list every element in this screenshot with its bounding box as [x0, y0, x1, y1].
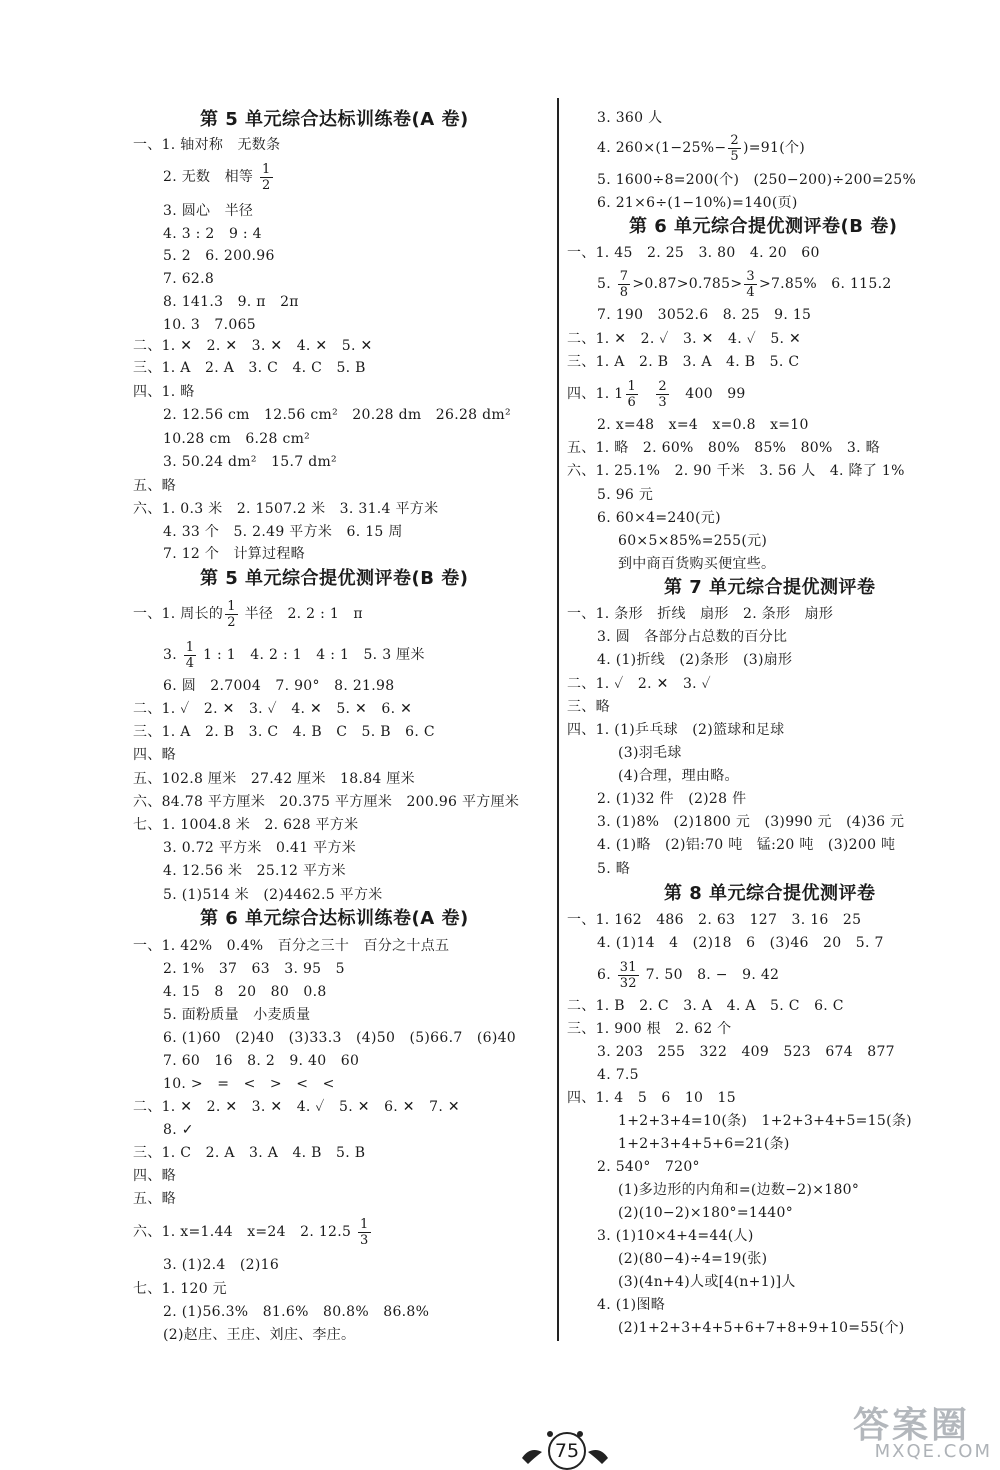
answer-line: 五、1. 略 2. 60% 80% 85% 80% 3. 略: [567, 440, 880, 456]
answer-line: 四、1. 1 $\frac{1}{6}$ $\frac{2}{3}$ 400 99: [567, 378, 746, 410]
answer-line: 2. 12.56 cm 12.56 cm² 20.28 dm 26.28 dm²: [163, 407, 511, 423]
watermark-logo-text: 答案圈: [852, 1405, 970, 1446]
answer-line: 7. 190 3052.6 8. 25 9. 15: [597, 307, 812, 323]
answer-line: 四、1. 略: [133, 384, 195, 400]
answer-line: 10. 3 7.065: [163, 317, 257, 333]
answer-line: 4. 3 : 2 9 : 4: [163, 226, 262, 242]
fraction: $\frac{1}{3}$: [360, 1216, 369, 1248]
answer-line: 二、1. B 2. C 3. A 4. A 5. C 6. C: [567, 998, 844, 1014]
watermark: [810, 1397, 1000, 1467]
fraction: $\frac{31}{32}$: [619, 959, 637, 991]
left-column: [133, 0, 563, 1467]
section-title: 第 7 单元综合提优测评卷: [664, 577, 876, 598]
answer-line: (3)羽毛球: [618, 745, 682, 761]
answer-line: 二、1. ✕ 2. ✕ 3. ✕ 4. ✓ 5. ✕ 6. ✕ 7. ✕: [133, 1099, 460, 1115]
answer-line: 4. (1)图略: [597, 1297, 666, 1313]
answer-line: 6. 21×6÷(1−10%)=140(页): [597, 195, 798, 211]
answer-line: 3. 圆心 半径: [163, 203, 254, 219]
answer-line: 3. 360 人: [597, 110, 663, 126]
section-title: 第 6 单元综合提优测评卷(B 卷): [629, 216, 898, 237]
answer-line: 4. (1)略 (2)铝:70 吨 锰:20 吨 (3)200 吨: [597, 837, 896, 853]
answer-line: 60×5×85%=255(元): [618, 533, 768, 549]
answer-line: 4. 33 个 5. 2.49 平方米 6. 15 周: [163, 524, 403, 540]
section-title: 第 5 单元综合提优测评卷(B 卷): [200, 568, 469, 589]
answer-line: 3. 203 255 322 409 523 674 877: [597, 1044, 895, 1060]
column-divider: [557, 98, 559, 1341]
fraction: $\frac{1}{6}$: [627, 378, 637, 410]
answer-line: 二、1. ✓ 2. ✕ 3. ✓ 4. ✕ 5. ✕ 6. ✕: [133, 701, 413, 717]
answer-line: 2. (1)32 件 (2)28 件: [597, 791, 747, 807]
answer-line: (2)赵庄、王庄、刘庄、李庄。: [163, 1327, 356, 1343]
answer-line: 一、1. 45 2. 25 3. 80 4. 20 60: [567, 245, 820, 261]
answer-line: 6. (1)60 (2)40 (3)33.3 (4)50 (5)66.7 (6)40: [163, 1030, 516, 1046]
fraction: $\frac{2}{5}$: [730, 132, 739, 164]
answer-line: 三、1. 900 根 2. 62 个: [567, 1021, 732, 1037]
answer-line: 2. 无数 相等 $\frac{1}{2}$: [163, 161, 271, 193]
section-title: 第 5 单元综合达标训练卷(A 卷): [200, 109, 469, 130]
answer-line: 四、1. (1)乒乓球 (2)篮球和足球: [567, 722, 785, 738]
answer-line: 4. (1)折线 (2)条形 (3)扇形: [597, 652, 793, 668]
answer-line: 一、1. 轴对称 无数条: [133, 137, 281, 153]
answer-line: 4. 260×(1−25%− $\frac{2}{5}$ )=91(个): [597, 132, 806, 164]
answer-line: 三、略: [567, 699, 610, 715]
answer-line: 6. 60×4=240(元): [597, 510, 721, 526]
answer-line: 二、1. ✕ 2. ✓ 3. ✕ 4. ✓ 5. ✕: [567, 331, 802, 347]
answer-line: 5. 96 元: [597, 487, 654, 503]
answer-line: (2)(80−4)÷4=19(张): [618, 1251, 768, 1267]
answer-line: 5. (1)514 米 (2)4462.5 平方米: [163, 887, 383, 903]
answer-line: 六、1. 25.1% 2. 90 千米 3. 56 人 4. 降了 1%: [567, 463, 905, 479]
answer-line: 2. (1)56.3% 81.6% 80.8% 86.8%: [163, 1304, 430, 1320]
section-title: 第 6 单元综合达标训练卷(A 卷): [200, 908, 469, 929]
answer-line: 5. 面粉质量 小麦质量: [163, 1007, 311, 1023]
fraction: $\frac{1}{2}$: [261, 161, 271, 193]
answer-line: 五、略: [133, 1191, 176, 1207]
answer-line: 5. $\frac{7}{8}$ >0.87>0.785> $\frac{3}{4}$ >7.85% 6. 115.2: [597, 268, 892, 300]
answer-line: 七、1. 1004.8 米 2. 628 平方米: [133, 817, 359, 833]
answer-line: 1+2+3+4=10(条) 1+2+3+4+5=15(条): [618, 1113, 912, 1129]
answer-line: 4. (1)14 4 (2)18 6 (3)46 20 5. 7: [597, 935, 884, 951]
answer-line: 四、略: [133, 1168, 176, 1184]
answer-line: 五、略: [133, 478, 176, 494]
section-title: 第 8 单元综合提优测评卷: [664, 883, 876, 904]
answer-line: 四、1. 4 5 6 10 15: [567, 1090, 736, 1106]
fraction: $\frac{7}{8}$: [619, 268, 629, 300]
answer-line: 4. 12.56 米 25.12 平方米: [163, 863, 346, 879]
page-number: 75: [548, 1432, 586, 1470]
answer-line: 一、1. 周长的 $\frac{1}{2}$ 半径 2. 2 : 1 π: [133, 598, 363, 630]
answer-line: 8. 141.3 9. π 2π: [163, 294, 299, 310]
answer-line: 六、84.78 平方厘米 20.375 平方厘米 200.96 平方厘米: [133, 794, 520, 810]
answer-line: 7. 60 16 8. 2 9. 40 60: [163, 1053, 360, 1069]
answer-line: 1+2+3+4+5+6=21(条): [618, 1136, 790, 1152]
answer-line: 到中商百货购买便宜些。: [618, 556, 776, 572]
answer-line: 七、1. 120 元: [133, 1281, 227, 1297]
answer-line: 5. 2 6. 200.96: [163, 248, 275, 264]
right-column: [567, 0, 997, 1467]
answer-line: 六、1. 0.3 米 2. 1507.2 米 3. 31.4 平方米: [133, 501, 439, 517]
answer-line: 四、略: [133, 747, 176, 763]
answer-line: 3. $\frac{1}{4}$ 1 : 1 4. 2 : 1 4 : 1 5. 3 厘米: [163, 639, 425, 671]
fraction: $\frac{1}{4}$: [185, 639, 195, 671]
answer-line: 一、1. 42% 0.4% 百分之三十 百分之十点五: [133, 938, 450, 954]
answer-line: 五、102.8 厘米 27.42 厘米 18.84 厘米: [133, 771, 415, 787]
answer-line: 6. 圆 2.7004 7. 90° 8. 21.98: [163, 678, 395, 694]
answer-line: 10. > = < > < <: [163, 1076, 335, 1092]
answer-line: 3. (1)2.4 (2)16: [163, 1257, 280, 1273]
answer-line: 3. 0.72 平方米 0.41 平方米: [163, 840, 357, 856]
answer-line: 10.28 cm 6.28 cm²: [163, 431, 311, 447]
answer-line: 3. 50.24 dm² 15.7 dm²: [163, 454, 337, 470]
answer-line: 2. x=48 x=4 x=0.8 x=10: [597, 417, 809, 433]
answer-line: 4. 7.5: [597, 1067, 639, 1083]
answer-line: (1)多边形的内角和=(边数−2)×180°: [618, 1182, 860, 1198]
answer-line: 3. (1)8% (2)1800 元 (3)990 元 (4)36 元: [597, 814, 905, 830]
watermark-url: MXQE.COM: [874, 1441, 992, 1462]
answer-line: 3. (1)10×4+4=44(人): [597, 1228, 754, 1244]
answer-line: (4)合理，理由略。: [618, 768, 739, 784]
answer-line: 6. $\frac{31}{32}$ 7. 50 8. − 9. 42: [597, 959, 780, 991]
answer-line: 一、1. 162 486 2. 63 127 3. 16 25: [567, 912, 862, 928]
answer-line: 7. 62.8: [163, 271, 215, 287]
answer-line: 二、1. ✕ 2. ✕ 3. ✕ 4. ✕ 5. ✕: [133, 338, 373, 354]
fraction: $\frac{2}{3}$: [658, 378, 667, 410]
answer-line: 7. 12 个 计算过程略: [163, 546, 305, 562]
answer-line: (2)(10−2)×180°=1440°: [618, 1205, 794, 1221]
answer-line: 8. ✓: [163, 1122, 194, 1138]
fraction: $\frac{3}{4}$: [746, 268, 755, 300]
answer-line: 2. 1% 37 63 3. 95 5: [163, 961, 345, 977]
answer-line: 六、1. x=1.44 x=24 2. 12.5 $\frac{1}{3}$: [133, 1216, 369, 1248]
answer-line: 三、1. A 2. A 3. C 4. C 5. B: [133, 360, 366, 376]
answer-line: 三、1. A 2. B 3. C 4. B C 5. B 6. C: [133, 724, 435, 740]
answer-line: 2. 540° 720°: [597, 1159, 700, 1175]
answer-line: 一、1. 条形 折线 扇形 2. 条形 扇形: [567, 606, 834, 622]
answer-line: (2)1+2+3+4+5+6+7+8+9+10=55(个): [618, 1320, 905, 1336]
answer-line: 5. 1600÷8=200(个) (250−200)÷200=25%: [597, 172, 917, 188]
answer-line: (3)(4n+4)人或[4(n+1)]人: [618, 1274, 796, 1290]
answer-line: 5. 略: [597, 861, 631, 877]
answer-line: 3. 圆 各部分占总数的百分比: [597, 629, 788, 645]
answer-line: 三、1. C 2. A 3. A 4. B 5. B: [133, 1145, 366, 1161]
answer-line: 二、1. ✓ 2. ✕ 3. ✓: [567, 676, 712, 692]
fraction: $\frac{1}{2}$: [227, 598, 236, 630]
answer-line: 三、1. A 2. B 3. A 4. B 5. C: [567, 354, 800, 370]
answer-line: 4. 15 8 20 80 0.8: [163, 984, 327, 1000]
